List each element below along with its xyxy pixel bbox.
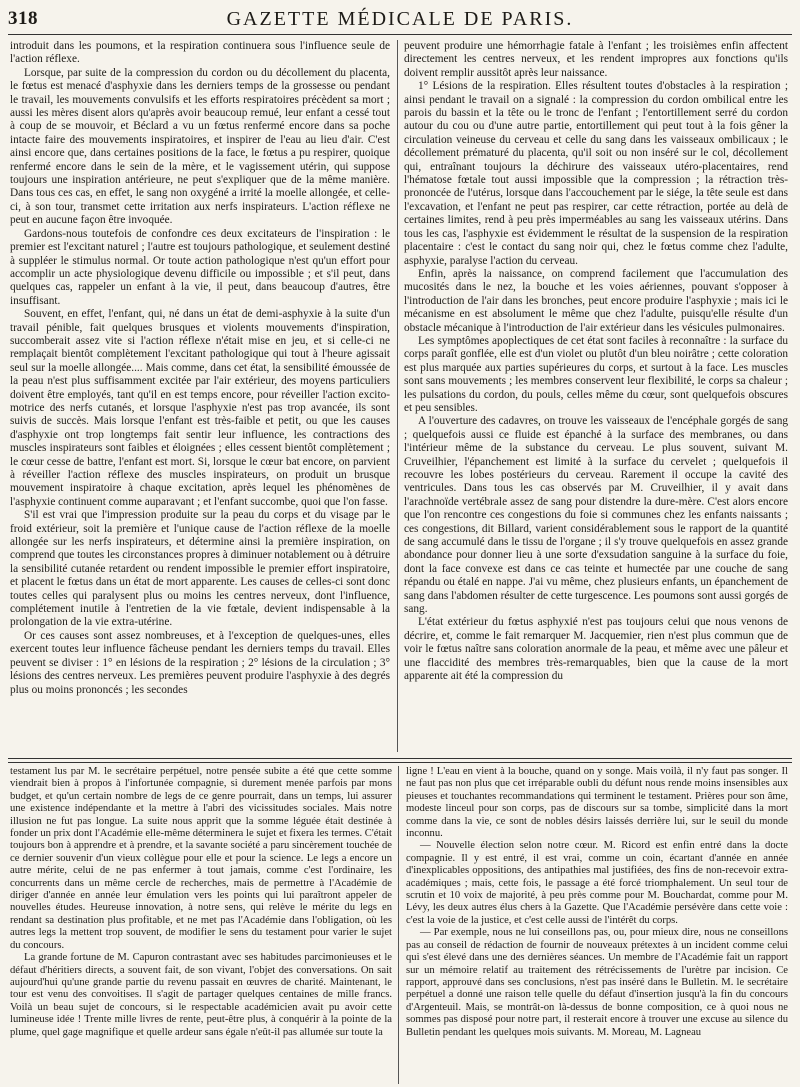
paragraph: S'il est vrai que l'impression produite sur la peau du corps et du visage par le froid extérieur, soit la première et l'unique cause de l'action réflexe de la moelle allongée sur les nerfs inspirateurs, et détermine ainsi la première inspiration, on comprend que toutes les circonstances propres à diminuer notablement ou à détruire la sensibilité cutanée retardent ou rendent impossible le premier effort inspiratoire, et placent le fœtus dans un état de mort apparente. Les causes de celles-ci sont donc toutes celles qui paralysent plus ou moins les centres nerveux, dont l'influence, complétement inutile à l'entretien de la vie fœtale, devient indispensable à la prolongation de la vie extra-utérine. (10, 509, 390, 629)
article-column-right (404, 40, 788, 752)
paragraph: Gardons-nous toutefois de confondre ces deux excitateurs de l'inspiration : le premier est l'excitant naturel ; l'autre est toujours pathologique, et seulement destiné à suppléer le stimulus normal. Or toute action pathologique n'est qu'un effort pour accomplir un acte physiologique devenu difficile ou impossible ; et s'il peut, dans quelques cas, rappeler un enfant à la vie, il peut, dans beaucoup d'autres, être insuffisant. (10, 227, 390, 307)
feuilleton-column-left (10, 766, 392, 1084)
paragraph: ligne ! L'eau en vient à la bouche, quand on y songe. Mais voilà, il n'y faut pas songer. Il ne faut pas non plus que cet irréparable oubli du défunt nous rende moins insensibles aux pieuses et touchantes recommandations qui terminent le testament. Prières pour son âme, modeste linceul pour son corps, pas de discours sur sa tombe, simplicité dans la mort comme dans la vie, ce sont de nobles désirs laissés derrière lui, sur le seuil du monde inconnu. (406, 766, 788, 840)
paragraph: Souvent, en effet, l'enfant, qui, né dans un état de demi-asphyxie à la suite d'un travail pénible, fait quelques brusques et violents mouvements d'inspiration, succomberait assez vite si l'action réflexe n'était mise en jeu, et si celle-ci ne remplaçait bientôt complètement l'excitant pathologique qui tout à l'heure agissait seul sur la moelle allongée.... Mais comme, dans cet état, la sensibilité émoussée de la peau n'est plus suffisamment excitée par l'air extérieur, des moyens particuliers doivent être employés, tant qu'il en est temps encore, pour réveiller l'action excito-motrice des nerfs cutanés, et lorsque l'asphyxie n'est pas trop avancée, ils sont suivis de succès. Mais lorsque l'enfant est très-faible et petit, ou que les causes d'asphyxie ont trop longtemps fait sentir leur influence, les contractions des muscles inspirateurs sont faibles et éloignées ; elles cessent bientôt complètement ; le cœur cesse de battre, l'enfant est mort. Si, lorsque le cœur bat encore, on parvient à réveiller l'action réflexe des muscles inspirateurs, on produit un brusque mouvement inspiratoire à chaque excitation, après lequel les phénomènes de l'asphyxie continuent comme auparavant ; et l'enfant succombe, quoi que l'on fasse. (10, 308, 390, 508)
feuilleton-column-right (406, 766, 788, 1084)
journal-title: GAZETTE MÉDICALE DE PARIS. (226, 8, 574, 30)
paragraph: L'état extérieur du fœtus asphyxié n'est pas toujours celui que nous venons de décrire, et, comme le fait remarquer M. Jacquemier, rien n'est plus commun que de voir le fœtus naître sans coloration anormale de la peau, et même avec une pâleur et une flaccidité des membres très-remarquables, bien que la cause de la mort apparente ait été la compression du (404, 616, 788, 683)
article-column-left (10, 40, 390, 752)
paragraph: La grande fortune de M. Capuron contrastant avec ses habitudes parcimonieuses et le défaut d'héritiers directs, a souvent fait, de son vivant, l'objet des conversations. On sait aujourd'hui qu'une grande partie du revenu passait en œuvres de charité. Maintenant, le tour est venu des convoitises. Il s'agit de partager quelques centaines de mille francs. Voilà un beau sujet de concours, si le respectable académicien avait pu avoir cette lumineuse idée ! Trente mille livres de rente, peut-être plus, à conquérir à la pointe de la plume, quel gage magnifique et quelle ardeur sans égale n'eût-il pas allumée sur toute la (10, 952, 392, 1038)
paragraph: Lorsque, par suite de la compression du cordon ou du décollement du placenta, le fœtus est menacé d'asphyxie dans les derniers temps de la grossesse ou pendant le travail, les mouvements convulsifs et les efforts respiratoires précèdent sa mort ; aussi les mères disent alors qu'après avoir beaucoup remué, leur enfant a cessé tout à coup de se mouvoir, et Béclard a vu un fœtus renfermé encore dans sa poche intacte faire des mouvements inspiratoires, et inspirer de l'eau au lieu d'air. C'est ainsi encore que, dans certaines positions de la face, le fœtus a pu respirer, quoique renfermé encore dans le sein de la mère, et le vagissement utérin, qui suppose toujours une inspiration antérieure, ne peut s'expliquer que de la même manière. Dans tous ces cas, en effet, le sang non oxygéné a irrité la moelle allongée, et celle-ci, à son tour, transmet cette irritation aux nerfs inspirateurs. L'action réflexe ne peut en aucune façon être invoquée. (10, 66, 390, 227)
page-number: 318 (8, 8, 38, 29)
paragraph: Les symptômes apoplectiques de cet état sont faciles à reconnaître : la surface du corps paraît gonflée, elle est d'un violet ou plutôt d'un bleu noirâtre ; cette coloration est plus marquée aux parties supérieures du corps, et surtout à la face. Les muscles sont sans mouvements ; les membres conservent leur flexibilité, le corps sa chaleur ; les pulsations du cordon, du pouls, celles même du cœur, sont quelquefois obscures et peu sensibles. (404, 334, 788, 414)
feuilleton-separator (8, 758, 792, 763)
paragraph: — Nouvelle élection selon notre cœur. M. Ricord est enfin entré dans la docte compagnie. Il y est entré, il est vrai, comme un coin, écartant d'année en année d'inexplicables oppositions, des antipathies mal justifiées, des fins de non-recevoir extra-académiques ; mais, cette fois, le passage a été forcé triomphalement. Un seul tour de scrutin et 10 voix de majorité, à peu près comme pour M. Bouchardat, comme pour M. Lévy, les deux autres élus chers à la Gazette. Que l'Académie persévère dans cette voie : c'est la voie de la justice, et c'est celle aussi de l'intérêt du corps. (406, 840, 788, 926)
paragraph: Enfin, après la naissance, on comprend facilement que l'accumulation des mucosités dans le nez, la bouche et les voies aériennes, pouvant s'opposer à l'introduction de l'air dans les bronches, peut encore produire l'asphyxie ; mais ici le mécanisme en est absolument le même que chez l'adulte, puisqu'elle résulte d'un obstacle mécanique à l'introduction de l'air extérieur dans les vésicules pulmonaires. (404, 267, 788, 334)
paragraph: Or ces causes sont assez nombreuses, et à l'exception de quelques-unes, elles exercent toutes leur influence fâcheuse pendant les derniers temps du travail. Elles peuvent se diviser : 1° en lésions de la respiration ; 2° lésions de la circulation ; 3° lésions des centres nerveux. Les premières peuvent produire l'asphyxie à des degrés plus ou moins prononcés ; les secondes (10, 629, 390, 696)
paragraph: introduit dans les poumons, et la respiration continuera sous l'influence seule de l'action réflexe. (10, 40, 390, 66)
page-header (8, 4, 792, 35)
paragraph: — Par exemple, nous ne lui conseillons pas, ou, pour mieux dire, nous ne conseillons pas au conseil de rédaction de fournir de nouveaux prétextes à un incident comme celui qui s'est élevé dans une des dernières séances. Un membre de l'Académie fait un rapport sur un mémoire relatif au traitement des rétrécissements de l'urètre par incision. Ce rapport, approuvé dans ses conclusions, n'est pas inséré dans le Bulletin. M. le secrétaire perpétuel a donné une raison telle quelle du défaut d'insertion jusqu'à la fin du concours d'Argenteuil. Mais, se montrât-on là-dessus de bonne composition, ce à quoi nous ne sommes pas disposé pour notre part, il resterait encore à trouver une excuse au silence du Bulletin pendant les quelques mois suivants. M. Moreau, M. Lagneau (406, 927, 788, 1038)
column-divider (397, 40, 398, 752)
paragraph: testament lus par M. le secrétaire perpétuel, notre pensée subite a été que cette somme viendrait bien à propos à l'infortunée compagnie, si durement menée parfois par mons budget, et qu'un certain nombre de legs de ce genre pourrait, dans un temps, lui assurer une existence indépendante et la mettre à l'abri des vicissitudes sociales. Mais notre illusion ne fut pas longue. La suite nous apprit que la somme léguée était destinée à fonder un prix dont l'Académie elle-même déterminera le sujet et fixera les termes. C'était toujours bon à apprendre et à prendre, et la savante société a paru sincèrement touchée de ce dernier souvenir d'un vieux collègue pour elle et pour la science. Le legs a encore un autre mérite, celui de ne pas enfermer à tout jamais, comme c'est l'ordinaire, les concurrents dans un même cercle de recherches, mais de permettre à l'Académie de diriger d'année en année leur émulation vers les points qui lui paraîtront appeler de nouvelles études. Heureuse innovation, à notre sens, qui relève le mérite du legs en rendant sa destination plus profitable, et ne met pas l'Académie dans l'obligation, où les autres legs la mettent trop souvent, de modifier le sens du testament pour varier le sujet du concours. (10, 766, 392, 951)
paragraph: peuvent produire une hémorrhagie fatale à l'enfant ; les troisièmes enfin affectent directement les centres nerveux, et les rendent impropres aux fonctions qu'ils doivent remplir aussitôt après leur naissance. (404, 40, 788, 79)
paragraph: A l'ouverture des cadavres, on trouve les vaisseaux de l'encéphale gorgés de sang ; quelquefois aussi ce fluide est épanché à la surface des membranes, ou dans l'intérieur même de la substance du cerveau. Le plus souvent, suivant M. Cruveilhier, l'épanchement est limité à la surface du cervelet ; quelquefois il recouvre les lobes postérieurs du cerveau. Rarement il occupe la cavité des ventricules. Dans tous les cas observés par M. Cruveilhier, il y avait dans l'arachnoïde vertébrale assez de sang pour distendre la dure-mère. C'est alors encore que l'on rencontre ces congestions du foie si communes chez les enfants naissants ; ces congestions, dit Billard, varient considérablement sous le rapport de la quantité de sang accumulé dans le tissu de l'organe ; il s'y trouve quelquefois en assez grande abondance pour donner lieu à une sorte d'exsudation sanguine à la surface du foie, dont la face convexe est dans ce cas teinte et humectée par une couche de sang répandu ou étalé en nappe. J'ai vu même, chez plusieurs enfants, un épanchement de sang dans l'abdomen résulter de cette turgescence. Les poumons sont aussi gorgés de sang. (404, 415, 788, 616)
column-divider (398, 766, 399, 1084)
paragraph: 1° Lésions de la respiration. Elles résultent toutes d'obstacles à la respiration ; ainsi pendant le travail on a signalé : la compression du cordon ombilical entre les parois du bassin et la tête ou le tronc de l'enfant ; l'entortillement serré du cordon autour du cou ou d'une autre partie, entortillement qui peut tout à la fois gêner la circulation veineuse du cerveau et celle du sang dans les vaisseaux ombilicaux ; le décollement prématuré du placenta, qu'il soit ou non inséré sur le col, décollement qui, entraînant toujours la déchirure des vaisseaux utéro-placentaires, rend l'hématose fœtale tout aussi impossible que la compression ; la rétraction très-prononcée de l'utérus, lorsque dans l'accouchement par le siége, la tête seule est dans l'excavation, et l'enfant ne peut pas respirer, car cette rétraction, portée au delà de certaines limites, rend à peu près imperméables au sang les vaisseaux utérins. Dans tous les cas, l'asphyxie est évidemment le résultat de la suspension de la respiration placentaire : c'est le contact du sang noir qui, chez le fœtus comme chez l'adulte, asphyxie, paralyse l'action du cerveau. (404, 80, 788, 267)
